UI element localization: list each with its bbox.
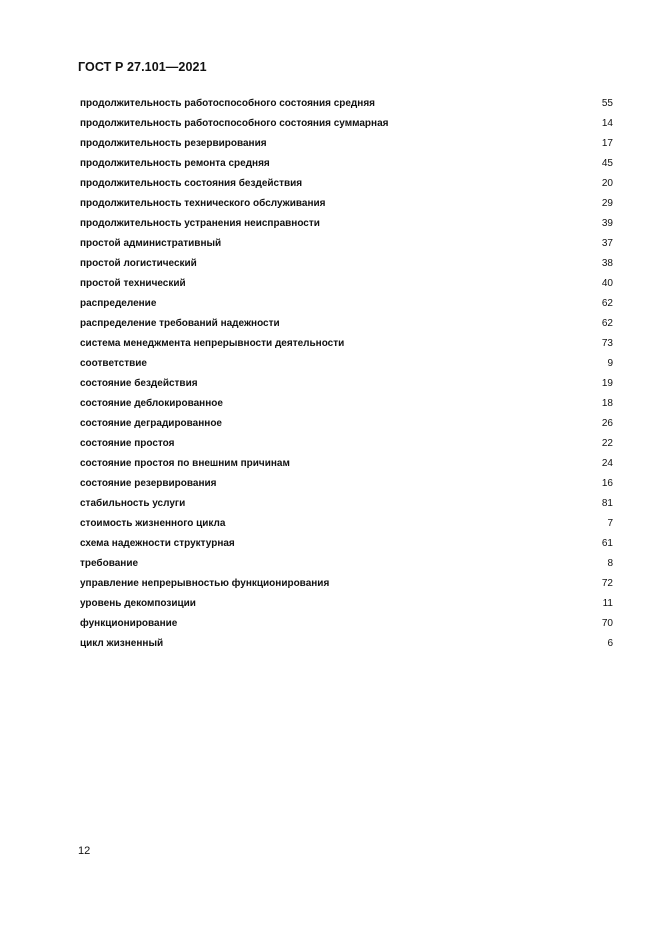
index-entry	[80, 134, 615, 154]
index-term: стабильность услуги	[80, 498, 186, 509]
index-page-number: 8	[607, 558, 613, 569]
index-term: продолжительность устранения неисправности	[80, 218, 320, 229]
index-entry	[80, 94, 615, 114]
index-term: уровень декомпозиции	[80, 598, 196, 609]
index-entry	[80, 174, 615, 194]
index-entry	[80, 334, 615, 354]
index-term: продолжительность технического обслуживания	[80, 198, 326, 209]
index-term: продолжительность работоспособного состояния средняя	[80, 98, 375, 109]
index-page-number: 62	[601, 298, 613, 309]
alphabetical-index-list	[80, 94, 615, 654]
index-page-number: 19	[601, 378, 613, 389]
index-page-number: 17	[601, 138, 613, 149]
index-term: продолжительность состояния бездействия	[80, 178, 303, 189]
index-page-number: 72	[601, 578, 613, 589]
index-page-number: 14	[601, 118, 613, 129]
index-page-number: 39	[601, 218, 613, 229]
index-entry	[80, 374, 615, 394]
index-page-number: 7	[607, 518, 613, 529]
index-entry	[80, 394, 615, 414]
index-entry	[80, 234, 615, 254]
index-term: продолжительность резервирования	[80, 138, 267, 149]
index-entry	[80, 514, 615, 534]
index-page-number: 29	[601, 198, 613, 209]
index-term: система менеджмента непрерывности деятельности	[80, 338, 345, 349]
index-term: состояние резервирования	[80, 478, 217, 489]
index-page-number: 20	[601, 178, 613, 189]
index-entry	[80, 414, 615, 434]
index-term: простой технический	[80, 278, 186, 289]
index-page-number: 18	[601, 398, 613, 409]
index-term: распределение требований надежности	[80, 318, 280, 329]
index-entry	[80, 314, 615, 334]
index-entry	[80, 254, 615, 274]
index-page-number: 55	[601, 98, 613, 109]
index-entry	[80, 634, 615, 654]
index-term: продолжительность работоспособного состояния суммарная	[80, 118, 389, 129]
index-page-number: 11	[602, 598, 613, 609]
index-page-number: 81	[601, 498, 613, 509]
index-term: стоимость жизненного цикла	[80, 518, 226, 529]
index-entry	[80, 154, 615, 174]
index-entry	[80, 294, 615, 314]
index-page-number: 62	[601, 318, 613, 329]
index-entry	[80, 534, 615, 554]
index-page-number: 9	[607, 358, 613, 369]
index-page-number: 70	[601, 618, 613, 629]
index-term: состояние деградированное	[80, 418, 222, 429]
index-entry	[80, 614, 615, 634]
index-term: распределение	[80, 298, 157, 309]
index-term: состояние деблокированное	[80, 398, 223, 409]
index-entry	[80, 274, 615, 294]
index-term: управление непрерывностью функционирования	[80, 578, 330, 589]
index-page-number: 24	[601, 458, 613, 469]
page-number: 12	[78, 845, 91, 857]
index-page-number: 37	[601, 238, 613, 249]
index-page-number: 6	[607, 638, 613, 649]
index-term: схема надежности структурная	[80, 538, 235, 549]
index-term: состояние простоя по внешним причинам	[80, 458, 290, 469]
index-page-number: 61	[601, 538, 613, 549]
index-entry	[80, 114, 615, 134]
index-term: простой логистический	[80, 258, 197, 269]
index-page-number: 38	[601, 258, 613, 269]
index-entry	[80, 214, 615, 234]
index-entry	[80, 194, 615, 214]
index-term: цикл жизненный	[80, 638, 164, 649]
index-page-number: 40	[601, 278, 613, 289]
index-entry	[80, 454, 615, 474]
index-page-number: 16	[601, 478, 613, 489]
index-entry	[80, 574, 615, 594]
index-entry	[80, 494, 615, 514]
index-entry	[80, 354, 615, 374]
index-page-number: 22	[601, 438, 613, 449]
index-term: требование	[80, 558, 139, 569]
index-entry	[80, 434, 615, 454]
index-entry	[80, 474, 615, 494]
document-header: ГОСТ Р 27.101—2021	[78, 60, 207, 74]
index-page-number: 45	[601, 158, 613, 169]
index-entry	[80, 594, 615, 614]
index-term: соответствие	[80, 358, 147, 369]
index-term: продолжительность ремонта средняя	[80, 158, 270, 169]
index-term: состояние бездействия	[80, 378, 198, 389]
index-page-number: 73	[601, 338, 613, 349]
index-term: состояние простоя	[80, 438, 175, 449]
index-term: функционирование	[80, 618, 178, 629]
index-entry	[80, 554, 615, 574]
index-term: простой административный	[80, 238, 222, 249]
index-page-number: 26	[601, 418, 613, 429]
